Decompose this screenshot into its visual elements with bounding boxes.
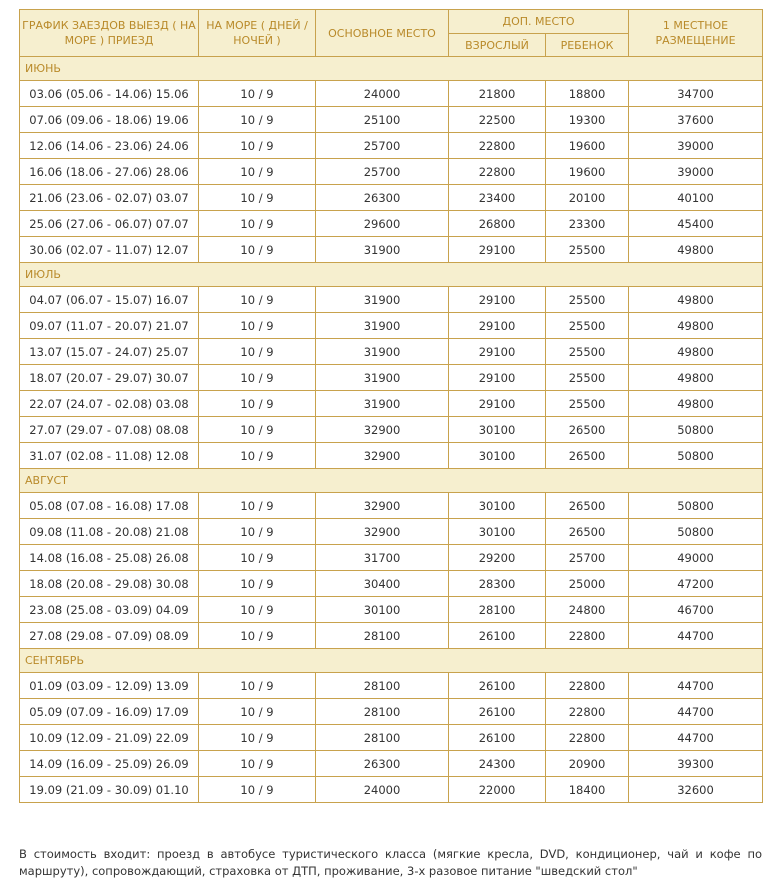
table-row	[20, 519, 763, 545]
single-cell: 39000	[629, 159, 763, 185]
main-place-cell: 32900	[316, 417, 449, 443]
sea-cell: 10 / 9	[199, 699, 316, 725]
schedule-cell: 10.09 (12.09 - 21.09) 22.09	[20, 725, 199, 751]
adult-cell: 26100	[449, 623, 546, 649]
adult-cell: 29100	[449, 313, 546, 339]
single-cell: 49800	[629, 287, 763, 313]
sea-cell: 10 / 9	[199, 365, 316, 391]
header-single: 1 МЕСТНОЕ РАЗМЕЩЕНИЕ	[629, 10, 763, 57]
single-cell: 34700	[629, 81, 763, 107]
schedule-cell: 01.09 (03.09 - 12.09) 13.09	[20, 673, 199, 699]
header-sea: НА МОРЕ ( ДНЕЙ / НОЧЕЙ )	[199, 10, 316, 57]
main-place-cell: 31900	[316, 391, 449, 417]
month-label: ИЮЛЬ	[20, 263, 763, 287]
main-place-cell: 31900	[316, 313, 449, 339]
schedule-cell: 21.06 (23.06 - 02.07) 03.07	[20, 185, 199, 211]
month-row	[20, 263, 763, 287]
single-cell: 49000	[629, 545, 763, 571]
adult-cell: 23400	[449, 185, 546, 211]
table-row	[20, 133, 763, 159]
month-row	[20, 469, 763, 493]
sea-cell: 10 / 9	[199, 107, 316, 133]
child-cell: 18800	[546, 81, 629, 107]
adult-cell: 21800	[449, 81, 546, 107]
main-place-cell: 24000	[316, 81, 449, 107]
child-cell: 25500	[546, 365, 629, 391]
sea-cell: 10 / 9	[199, 287, 316, 313]
sea-cell: 10 / 9	[199, 417, 316, 443]
adult-cell: 30100	[449, 417, 546, 443]
main-place-cell: 25100	[316, 107, 449, 133]
single-cell: 32600	[629, 777, 763, 803]
schedule-cell: 12.06 (14.06 - 23.06) 24.06	[20, 133, 199, 159]
child-cell: 22800	[546, 623, 629, 649]
sea-cell: 10 / 9	[199, 339, 316, 365]
adult-cell: 28300	[449, 571, 546, 597]
header-child: РЕБЕНОК	[546, 34, 629, 57]
schedule-cell: 22.07 (24.07 - 02.08) 03.08	[20, 391, 199, 417]
child-cell: 25500	[546, 287, 629, 313]
child-cell: 19600	[546, 159, 629, 185]
child-cell: 26500	[546, 443, 629, 469]
child-cell: 25700	[546, 545, 629, 571]
schedule-cell: 23.08 (25.08 - 03.09) 04.09	[20, 597, 199, 623]
single-cell: 49800	[629, 313, 763, 339]
table-row	[20, 571, 763, 597]
child-cell: 19600	[546, 133, 629, 159]
sea-cell: 10 / 9	[199, 725, 316, 751]
single-cell: 39300	[629, 751, 763, 777]
main-place-cell: 28100	[316, 623, 449, 649]
single-cell: 37600	[629, 107, 763, 133]
sea-cell: 10 / 9	[199, 185, 316, 211]
month-label: СЕНТЯБРЬ	[20, 649, 763, 673]
main-place-cell: 31900	[316, 287, 449, 313]
table-row	[20, 699, 763, 725]
single-cell: 50800	[629, 519, 763, 545]
main-place-cell: 31900	[316, 365, 449, 391]
adult-cell: 26100	[449, 699, 546, 725]
schedule-cell: 07.06 (09.06 - 18.06) 19.06	[20, 107, 199, 133]
child-cell: 20900	[546, 751, 629, 777]
sea-cell: 10 / 9	[199, 545, 316, 571]
schedule-cell: 04.07 (06.07 - 15.07) 16.07	[20, 287, 199, 313]
main-place-cell: 29600	[316, 211, 449, 237]
schedule-cell: 14.08 (16.08 - 25.08) 26.08	[20, 545, 199, 571]
main-place-cell: 26300	[316, 751, 449, 777]
schedule-cell: 13.07 (15.07 - 24.07) 25.07	[20, 339, 199, 365]
child-cell: 18400	[546, 777, 629, 803]
child-cell: 25500	[546, 313, 629, 339]
schedule-cell: 18.07 (20.07 - 29.07) 30.07	[20, 365, 199, 391]
main-place-cell: 25700	[316, 133, 449, 159]
main-place-cell: 32900	[316, 519, 449, 545]
single-cell: 49800	[629, 339, 763, 365]
sea-cell: 10 / 9	[199, 159, 316, 185]
single-cell: 44700	[629, 623, 763, 649]
month-label: ИЮНЬ	[20, 57, 763, 81]
child-cell: 22800	[546, 725, 629, 751]
sea-cell: 10 / 9	[199, 237, 316, 263]
single-cell: 49800	[629, 237, 763, 263]
single-cell: 45400	[629, 211, 763, 237]
table-row	[20, 417, 763, 443]
schedule-cell: 05.09 (07.09 - 16.09) 17.09	[20, 699, 199, 725]
child-cell: 26500	[546, 519, 629, 545]
adult-cell: 26800	[449, 211, 546, 237]
adult-cell: 22000	[449, 777, 546, 803]
adult-cell: 29100	[449, 391, 546, 417]
table-row	[20, 597, 763, 623]
table-row	[20, 237, 763, 263]
sea-cell: 10 / 9	[199, 623, 316, 649]
single-cell: 44700	[629, 673, 763, 699]
schedule-cell: 31.07 (02.08 - 11.08) 12.08	[20, 443, 199, 469]
single-cell: 40100	[629, 185, 763, 211]
child-cell: 25000	[546, 571, 629, 597]
sea-cell: 10 / 9	[199, 673, 316, 699]
sea-cell: 10 / 9	[199, 571, 316, 597]
month-row	[20, 649, 763, 673]
sea-cell: 10 / 9	[199, 133, 316, 159]
single-cell: 44700	[629, 725, 763, 751]
schedule-cell: 18.08 (20.08 - 29.08) 30.08	[20, 571, 199, 597]
main-place-cell: 30100	[316, 597, 449, 623]
single-cell: 49800	[629, 391, 763, 417]
child-cell: 25500	[546, 391, 629, 417]
main-place-cell: 31700	[316, 545, 449, 571]
single-cell: 49800	[629, 365, 763, 391]
table-row	[20, 725, 763, 751]
sea-cell: 10 / 9	[199, 313, 316, 339]
child-cell: 23300	[546, 211, 629, 237]
child-cell: 22800	[546, 673, 629, 699]
adult-cell: 30100	[449, 519, 546, 545]
single-cell: 50800	[629, 443, 763, 469]
adult-cell: 22500	[449, 107, 546, 133]
schedule-cell: 14.09 (16.09 - 25.09) 26.09	[20, 751, 199, 777]
single-cell: 50800	[629, 417, 763, 443]
adult-cell: 30100	[449, 443, 546, 469]
adult-cell: 22800	[449, 159, 546, 185]
main-place-cell: 30400	[316, 571, 449, 597]
sea-cell: 10 / 9	[199, 493, 316, 519]
schedule-cell: 03.06 (05.06 - 14.06) 15.06	[20, 81, 199, 107]
adult-cell: 29100	[449, 287, 546, 313]
main-place-cell: 31900	[316, 237, 449, 263]
adult-cell: 28100	[449, 597, 546, 623]
child-cell: 22800	[546, 699, 629, 725]
table-row	[20, 339, 763, 365]
main-place-cell: 26300	[316, 185, 449, 211]
schedule-cell: 27.07 (29.07 - 07.08) 08.08	[20, 417, 199, 443]
header-adult: ВЗРОСЛЫЙ	[449, 34, 546, 57]
schedule-cell: 09.07 (11.07 - 20.07) 21.07	[20, 313, 199, 339]
child-cell: 20100	[546, 185, 629, 211]
table-row	[20, 391, 763, 417]
main-place-cell: 28100	[316, 699, 449, 725]
child-cell: 24800	[546, 597, 629, 623]
table-row	[20, 81, 763, 107]
child-cell: 26500	[546, 493, 629, 519]
schedule-cell: 19.09 (21.09 - 30.09) 01.10	[20, 777, 199, 803]
sea-cell: 10 / 9	[199, 751, 316, 777]
table-row	[20, 673, 763, 699]
schedule-cell: 30.06 (02.07 - 11.07) 12.07	[20, 237, 199, 263]
main-place-cell: 24000	[316, 777, 449, 803]
single-cell: 47200	[629, 571, 763, 597]
child-cell: 19300	[546, 107, 629, 133]
main-place-cell: 32900	[316, 443, 449, 469]
table-row	[20, 623, 763, 649]
table-row	[20, 287, 763, 313]
table-body	[20, 57, 763, 803]
sea-cell: 10 / 9	[199, 443, 316, 469]
single-cell: 39000	[629, 133, 763, 159]
table-row	[20, 211, 763, 237]
main-place-cell: 25700	[316, 159, 449, 185]
schedule-cell: 25.06 (27.06 - 06.07) 07.07	[20, 211, 199, 237]
child-cell: 25500	[546, 339, 629, 365]
table-row	[20, 545, 763, 571]
header-main-place: ОСНОВНОЕ МЕСТО	[316, 10, 449, 57]
adult-cell: 29100	[449, 365, 546, 391]
main-place-cell: 31900	[316, 339, 449, 365]
adult-cell: 26100	[449, 673, 546, 699]
single-cell: 50800	[629, 493, 763, 519]
table-row	[20, 493, 763, 519]
price-note: В стоимость входит: проезд в автобусе туристического класса (мягкие кресла, DVD, кондиционер, чай и кофе по маршруту), сопровождающий, страховка от ДТП, проживание, 3-х разовое питание "шведский стол"	[19, 847, 762, 878]
sea-cell: 10 / 9	[199, 391, 316, 417]
adult-cell: 30100	[449, 493, 546, 519]
sea-cell: 10 / 9	[199, 597, 316, 623]
month-row	[20, 57, 763, 81]
single-cell: 44700	[629, 699, 763, 725]
schedule-cell: 05.08 (07.08 - 16.08) 17.08	[20, 493, 199, 519]
schedule-cell: 16.06 (18.06 - 27.06) 28.06	[20, 159, 199, 185]
table-row	[20, 159, 763, 185]
table-row	[20, 443, 763, 469]
table-row	[20, 107, 763, 133]
sea-cell: 10 / 9	[199, 81, 316, 107]
child-cell: 25500	[546, 237, 629, 263]
schedule-cell: 09.08 (11.08 - 20.08) 21.08	[20, 519, 199, 545]
header-extra-place: ДОП. МЕСТО	[449, 10, 629, 34]
adult-cell: 26100	[449, 725, 546, 751]
adult-cell: 22800	[449, 133, 546, 159]
main-place-cell: 28100	[316, 725, 449, 751]
child-cell: 26500	[546, 417, 629, 443]
main-place-cell: 28100	[316, 673, 449, 699]
header-schedule: ГРАФИК ЗАЕЗДОВ ВЫЕЗД ( НА МОРЕ ) ПРИЕЗД	[20, 10, 199, 57]
single-cell: 46700	[629, 597, 763, 623]
schedule-cell: 27.08 (29.08 - 07.09) 08.09	[20, 623, 199, 649]
table-row	[20, 751, 763, 777]
adult-cell: 29100	[449, 237, 546, 263]
table-row	[20, 365, 763, 391]
sea-cell: 10 / 9	[199, 519, 316, 545]
adult-cell: 29200	[449, 545, 546, 571]
table-row	[20, 185, 763, 211]
table-row	[20, 777, 763, 803]
sea-cell: 10 / 9	[199, 211, 316, 237]
adult-cell: 24300	[449, 751, 546, 777]
month-label: АВГУСТ	[20, 469, 763, 493]
price-table	[19, 9, 763, 803]
main-place-cell: 32900	[316, 493, 449, 519]
table-row	[20, 313, 763, 339]
sea-cell: 10 / 9	[199, 777, 316, 803]
adult-cell: 29100	[449, 339, 546, 365]
